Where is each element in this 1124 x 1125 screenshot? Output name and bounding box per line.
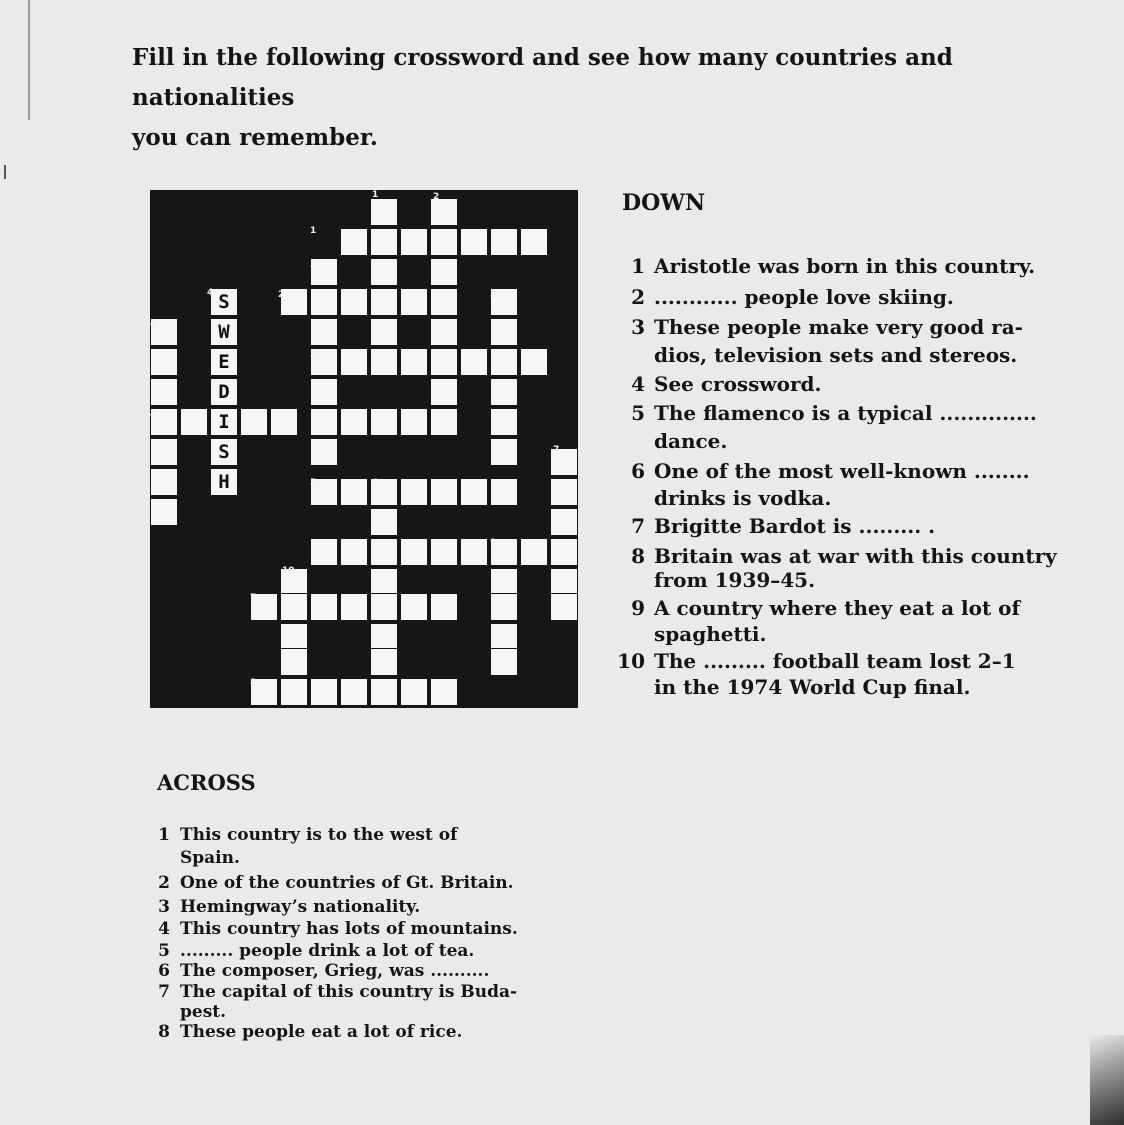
- crossword-cell[interactable]: [280, 648, 308, 676]
- crossword-cell[interactable]: [400, 408, 428, 436]
- across-clue-text: This country is to the west of: [180, 825, 458, 845]
- down-clue-text: See crossword.: [654, 372, 822, 396]
- crossword-cell[interactable]: [150, 438, 178, 466]
- across-clue-text: These people eat a lot of rice.: [180, 1022, 463, 1042]
- clue-number: 7: [553, 445, 560, 455]
- instructions-line-2: you can remember.: [132, 124, 378, 151]
- crossword-cell[interactable]: [340, 348, 368, 376]
- crossword-cell[interactable]: [550, 538, 578, 566]
- crossword-cell[interactable]: [550, 568, 578, 596]
- crossword-cell[interactable]: [340, 228, 368, 256]
- crossword-cell[interactable]: [460, 348, 488, 376]
- crossword-cell[interactable]: [490, 593, 518, 621]
- crossword-cell[interactable]: [490, 228, 518, 256]
- crossword-cell[interactable]: [400, 538, 428, 566]
- down-clue-text: ............ people love skiing.: [654, 285, 954, 309]
- instructions: [132, 38, 1092, 158]
- down-clue-text: One of the most well-known ........: [654, 459, 1030, 483]
- crossword-cell[interactable]: [490, 438, 518, 466]
- across-clue-text: pest.: [180, 1002, 227, 1022]
- across-clue-text: One of the countries of Gt. Britain.: [180, 873, 514, 893]
- crossword-cell[interactable]: [370, 678, 398, 706]
- down-clue-text: dios, television sets and stereos.: [654, 343, 1018, 367]
- crossword-cell[interactable]: [430, 678, 458, 706]
- crossword-cell[interactable]: [430, 198, 458, 226]
- clue-number: 2: [278, 290, 285, 300]
- crossword-cell[interactable]: [430, 538, 458, 566]
- crossword-cell[interactable]: [430, 478, 458, 506]
- crossword-cell[interactable]: [370, 348, 398, 376]
- clue-number: 3: [631, 315, 645, 339]
- clue-number: 6: [158, 961, 170, 981]
- down-clue-text: in the 1974 World Cup final.: [654, 675, 971, 699]
- crossword-letter[interactable]: D: [210, 378, 238, 406]
- crossword-cell[interactable]: [280, 678, 308, 706]
- clue-number: 1: [631, 254, 645, 278]
- clue-number: 1: [310, 226, 317, 236]
- crossword-cell[interactable]: [150, 378, 178, 406]
- crossword-cell[interactable]: [310, 318, 338, 346]
- crossword-cell[interactable]: [370, 648, 398, 676]
- across-clue-text: The capital of this country is Buda-: [180, 982, 518, 1002]
- clue-number: 8: [158, 1022, 170, 1042]
- crossword-cell[interactable]: [310, 593, 338, 621]
- crossword-cell[interactable]: [340, 408, 368, 436]
- clue-number: 6: [150, 320, 157, 330]
- instructions-line-1: Fill in the following crossword and see how many countries and nationalities: [132, 44, 953, 111]
- crossword-cell[interactable]: [310, 438, 338, 466]
- crossword-cell[interactable]: [430, 318, 458, 346]
- crossword-cell[interactable]: [490, 378, 518, 406]
- page-tick-mark: [4, 165, 6, 179]
- clue-number: 2: [158, 873, 170, 893]
- clue-number: 2: [631, 285, 645, 309]
- down-clue-text: dance.: [654, 429, 728, 453]
- clue-number: 4: [158, 919, 170, 939]
- crossword-letter[interactable]: S: [210, 288, 238, 316]
- crossword-cell[interactable]: [310, 288, 338, 316]
- crossword-letter[interactable]: H: [210, 468, 238, 496]
- clue-number: 4: [631, 372, 645, 396]
- crossword-cell[interactable]: [370, 288, 398, 316]
- crossword-cell[interactable]: [150, 348, 178, 376]
- clue-number: 8: [250, 678, 257, 688]
- crossword-cell[interactable]: [550, 478, 578, 506]
- crossword-cell[interactable]: [270, 408, 298, 436]
- crossword-cell[interactable]: [310, 678, 338, 706]
- crossword-cell[interactable]: [370, 318, 398, 346]
- clue-number: 10: [282, 566, 295, 576]
- across-clue-text: Hemingway’s nationality.: [180, 897, 421, 917]
- crossword-cell[interactable]: [430, 258, 458, 286]
- down-heading: DOWN: [622, 190, 706, 216]
- crossword-cell[interactable]: [370, 408, 398, 436]
- clue-number: 4: [207, 288, 214, 298]
- down-clue-text: The flamenco is a typical ..............: [654, 401, 1037, 425]
- crossword-cell[interactable]: [370, 228, 398, 256]
- crossword-cell[interactable]: [340, 678, 368, 706]
- clue-number: 1: [158, 825, 170, 845]
- down-clue-text: drinks is vodka.: [654, 486, 832, 510]
- clue-number: 4: [150, 410, 157, 420]
- crossword-cell[interactable]: [490, 408, 518, 436]
- page-edge: [28, 0, 30, 120]
- clue-number: 7: [158, 982, 170, 1002]
- crossword-cell[interactable]: [430, 593, 458, 621]
- clue-number: 6: [631, 459, 645, 483]
- crossword-cell[interactable]: [340, 288, 368, 316]
- across-clue-text: ......... people drink a lot of tea.: [180, 941, 475, 961]
- crossword-cell[interactable]: [430, 288, 458, 316]
- crossword-cell[interactable]: [400, 678, 428, 706]
- clue-number: 5: [158, 941, 170, 961]
- down-clue-text: A country where they eat a lot of: [654, 596, 1021, 620]
- crossword-cell[interactable]: [490, 348, 518, 376]
- down-clue-text: The ......... football team lost 2–1: [654, 649, 1016, 673]
- crossword-cell[interactable]: [150, 468, 178, 496]
- crossword-cell[interactable]: [430, 408, 458, 436]
- clue-number: 9: [631, 596, 645, 620]
- across-clue-text: Spain.: [180, 848, 240, 868]
- crossword-cell[interactable]: [490, 623, 518, 651]
- crossword-letter[interactable]: I: [210, 408, 238, 436]
- crossword-cell[interactable]: [370, 538, 398, 566]
- across-heading: ACROSS: [157, 770, 256, 795]
- clue-number: 5: [310, 478, 317, 488]
- across-clue-text: The composer, Grieg, was ..........: [180, 961, 490, 981]
- crossword-cell[interactable]: [520, 538, 548, 566]
- clue-number: 1: [372, 190, 379, 200]
- clue-number: 2: [433, 192, 440, 202]
- down-clue-text: Aristotle was born in this country.: [654, 254, 1036, 278]
- crossword-cell[interactable]: [430, 378, 458, 406]
- crossword-letter[interactable]: S: [210, 438, 238, 466]
- crossword-cell[interactable]: [400, 288, 428, 316]
- crossword-cell[interactable]: [460, 478, 488, 506]
- crossword-cell[interactable]: [310, 408, 338, 436]
- clue-number: 3: [310, 350, 317, 360]
- crossword-cell[interactable]: [370, 593, 398, 621]
- crossword-cell[interactable]: [520, 228, 548, 256]
- down-clue-text: Brigitte Bardot is ......... .: [654, 514, 936, 538]
- clue-number: 10: [617, 649, 645, 673]
- crossword-letter[interactable]: W: [210, 318, 238, 346]
- crossword-cell[interactable]: [400, 228, 428, 256]
- clue-number: 8: [631, 544, 645, 568]
- crossword-cell[interactable]: [490, 648, 518, 676]
- clue-number: 5: [631, 401, 645, 425]
- crossword-cell[interactable]: [370, 508, 398, 536]
- crossword-cell[interactable]: [460, 538, 488, 566]
- crossword-cell[interactable]: [240, 408, 268, 436]
- crossword-cell[interactable]: [370, 258, 398, 286]
- crossword-cell[interactable]: [550, 508, 578, 536]
- crossword-letter[interactable]: E: [210, 348, 238, 376]
- clue-number: 7: [250, 593, 257, 603]
- clue-number: 9: [490, 538, 497, 548]
- crossword-cell[interactable]: [310, 538, 338, 566]
- crossword-cell[interactable]: [430, 348, 458, 376]
- crossword-cell[interactable]: [490, 318, 518, 346]
- crossword-cell[interactable]: [340, 593, 368, 621]
- crossword-cell[interactable]: [370, 568, 398, 596]
- clue-number: 6: [372, 478, 379, 488]
- crossword-cell[interactable]: [340, 538, 368, 566]
- crossword-cell[interactable]: [550, 593, 578, 621]
- crossword-cell[interactable]: [520, 348, 548, 376]
- crossword-cell[interactable]: [490, 478, 518, 506]
- crossword-cell[interactable]: [400, 478, 428, 506]
- page-corner-shadow: [1090, 1035, 1124, 1125]
- down-clue-text: Britain was at war with this country: [654, 544, 1057, 568]
- crossword-cell[interactable]: [340, 478, 368, 506]
- crossword-cell[interactable]: [370, 198, 398, 226]
- crossword-cell[interactable]: [150, 498, 178, 526]
- clue-number: 5: [490, 290, 497, 300]
- crossword-cell[interactable]: [430, 228, 458, 256]
- crossword-cell[interactable]: [490, 568, 518, 596]
- crossword-cell[interactable]: [400, 348, 428, 376]
- crossword-cell[interactable]: [180, 408, 208, 436]
- crossword-cell[interactable]: [280, 623, 308, 651]
- across-clue-text: This country has lots of mountains.: [180, 919, 518, 939]
- crossword-cell[interactable]: [310, 378, 338, 406]
- crossword-cell[interactable]: [280, 593, 308, 621]
- clue-number: 7: [631, 514, 645, 538]
- crossword-cell[interactable]: [460, 228, 488, 256]
- crossword-cell[interactable]: [370, 623, 398, 651]
- down-clue-text: These people make very good ra-: [654, 315, 1023, 339]
- clue-number: 3: [310, 260, 317, 270]
- clue-number: 3: [158, 897, 170, 917]
- down-clue-text: from 1939–45.: [654, 568, 816, 592]
- crossword-cell[interactable]: [400, 593, 428, 621]
- crossword-grid: [150, 190, 578, 708]
- down-clue-text: spaghetti.: [654, 622, 767, 646]
